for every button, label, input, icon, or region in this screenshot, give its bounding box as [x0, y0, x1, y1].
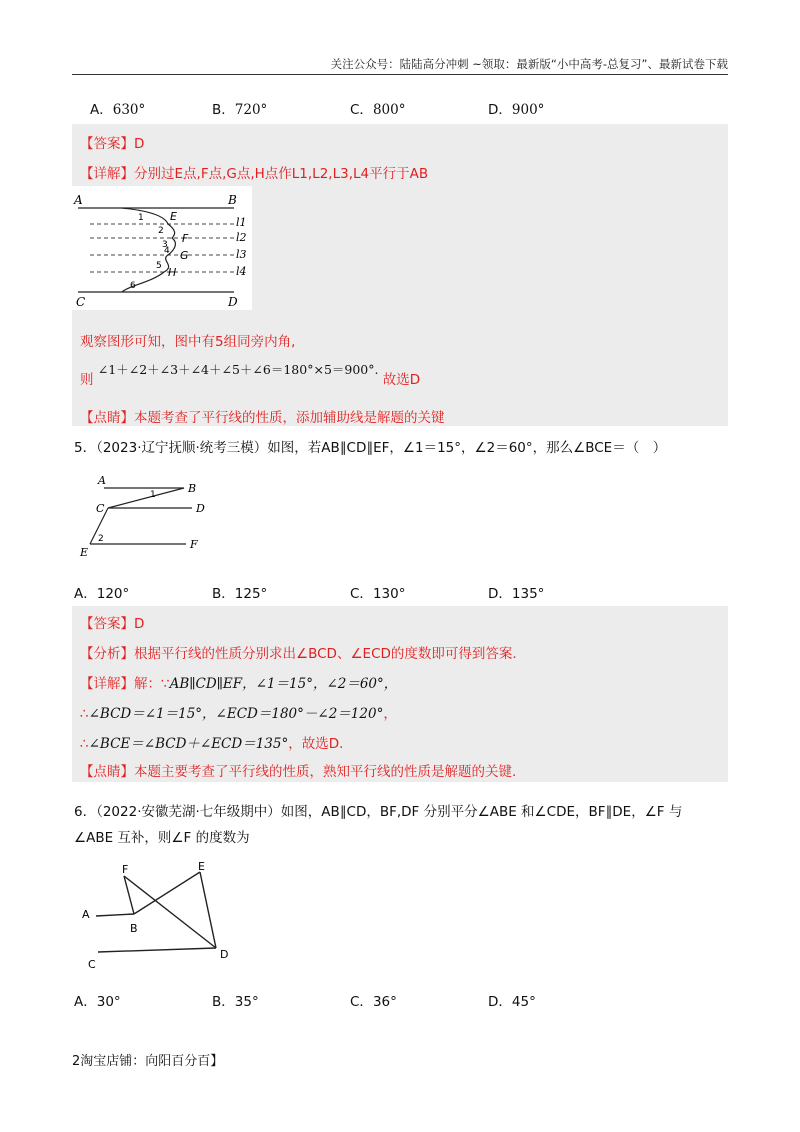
q4-figure [72, 186, 252, 310]
q4-label-l1: l1 [236, 216, 247, 229]
q4-label-f: F [182, 232, 189, 245]
q6-label-d: D [220, 948, 229, 961]
q4-label-d: D [228, 295, 238, 309]
q6-label-f: F [122, 863, 129, 876]
q6-label-c: C [88, 958, 96, 971]
q6-label-e: E [198, 860, 205, 873]
page-footer: 2淘宝店铺：向阳百分百】 [72, 1054, 224, 1069]
q6-figure [76, 856, 246, 974]
header-rule [72, 74, 728, 75]
q6-choice-b: B．35° [212, 994, 259, 1010]
q4-detail: 【详解】分别过E点,F点,G点,H点作L1,L2,L3,L4平行于AB [80, 166, 429, 182]
q4-choice-c: C．800° [350, 102, 406, 118]
q5-label-d: D [196, 502, 205, 515]
q4-label-l4: l4 [236, 265, 247, 278]
q5-choice-a: A．120° [74, 586, 130, 602]
q4-answer-box [72, 124, 728, 426]
q5-answer: 【答案】D [80, 616, 145, 632]
q4-angle-4: 4 [164, 246, 170, 256]
q4-label-b: B [228, 193, 237, 207]
q4-choice-d: D．900° [488, 102, 545, 118]
q5-choice-d: D．135° [488, 586, 545, 602]
q6-stem-line1: 6．（2022·安徽芜湖·七年级期中）如图，AB∥CD，BF,DF 分别平分∠ABE 和∠CDE，BF∥DE，∠F 与 [74, 804, 683, 820]
q5-choice-b: B．125° [212, 586, 268, 602]
q6-label-a: A [82, 908, 90, 921]
q4-angle-2: 2 [158, 226, 164, 236]
q4-label-a: A [74, 193, 83, 207]
q4-label-c: C [76, 295, 86, 309]
q5-choice-c: C．130° [350, 586, 406, 602]
q4-angle-3: 3 [162, 240, 168, 250]
q5-label-c: C [96, 502, 105, 515]
q4-observe: 观察图形可知，图中有5组同旁内角, [80, 334, 296, 350]
q5-detail-3: ∴∠BCE＝∠BCD＋∠ECD＝135°，故选D. [80, 736, 344, 752]
q5-analysis: 【分析】根据平行线的性质分别求出∠BCD、∠ECD的度数即可得到答案. [80, 646, 517, 662]
q5-label-a: A [98, 474, 106, 487]
q4-formula-line: 则 ∠1＋∠2＋∠3＋∠4＋∠5＋∠6＝180°×5＝900°. 故选D [80, 362, 421, 388]
q6-label-b: B [130, 922, 138, 935]
q4-comment: 【点睛】本题考查了平行线的性质，添加辅助线是解题的关键 [80, 410, 445, 426]
q5-label-f: F [190, 538, 198, 551]
q6-stem-line2: ∠ABE 互补，则∠F 的度数为 [74, 830, 250, 846]
q5-figure [74, 470, 214, 562]
q5-comment: 【点睛】本题主要考查了平行线的性质，熟知平行线的性质是解题的关键. [80, 764, 517, 780]
q4-choice-b: B．720° [212, 102, 268, 118]
q4-angle-5: 5 [156, 261, 162, 271]
q6-choice-a: A．30° [74, 994, 121, 1010]
q5-angle-1: 1 [150, 490, 156, 500]
q4-label-e: E [170, 210, 177, 223]
q5-label-b: B [188, 482, 197, 495]
q5-label-e: E [80, 546, 89, 559]
q5-detail-2: ∴∠BCD＝∠1＝15°，∠ECD＝180°－∠2＝120°， [80, 706, 397, 722]
q4-angle-1: 1 [138, 213, 144, 223]
q6-choice-c: C．36° [350, 994, 397, 1010]
q4-answer: 【答案】D [80, 136, 145, 152]
page-header: 关注公众号：陆陆高分冲刺 ~领取：最新版“小中高考-总复习”、最新试卷下载 [330, 57, 728, 71]
q5-angle-2: 2 [98, 534, 104, 544]
q4-angle-6: 6 [130, 281, 136, 291]
q5-stem: 5．（2023·辽宁抚顺·统考三模）如图，若AB∥CD∥EF，∠1＝15°，∠2＝60°，那么∠BCE＝（ ） [74, 440, 667, 456]
q4-label-l3: l3 [236, 248, 247, 261]
q4-choice-a: A．630° [90, 102, 146, 118]
q4-label-g: G [180, 249, 189, 262]
q4-label-h: H [168, 266, 177, 279]
q6-choice-d: D．45° [488, 994, 536, 1010]
q5-detail-1: 【详解】解：∵AB∥CD∥EF，∠1＝15°，∠2＝60°， [80, 676, 398, 692]
q4-label-l2: l2 [236, 231, 247, 244]
q5-answer-box [72, 606, 728, 782]
